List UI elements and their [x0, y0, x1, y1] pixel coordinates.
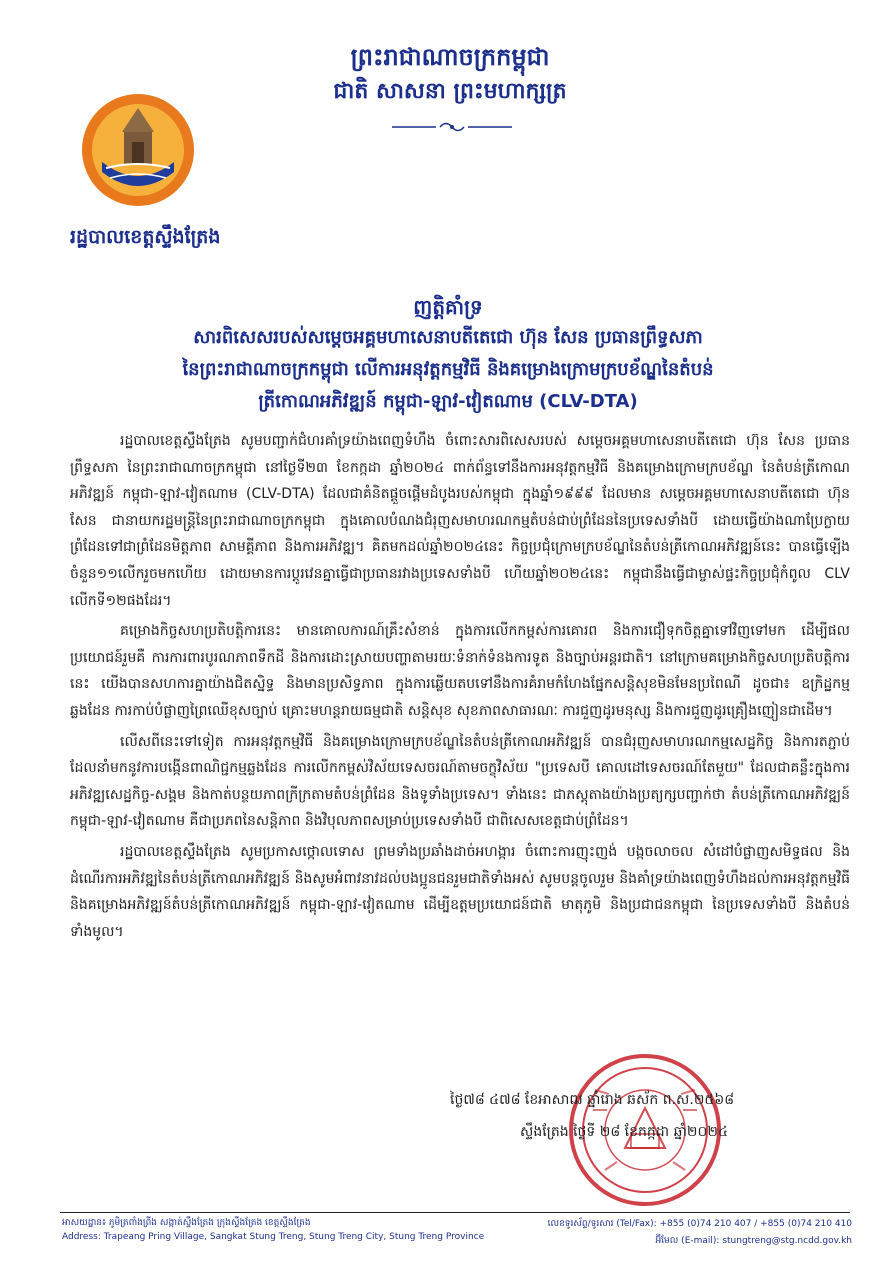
address-english: Address: Trapeang Pring Village, Sangkat Stung Treng, Stung Treng City, Stung Treng Province [62, 1232, 485, 1242]
body-paragraph-2: គម្រោងកិច្ចសហប្រតិបត្តិការនេះ មានគោលការណ៍គ្រឹះសំខាន់ ក្នុងការលើកកម្ពស់ការគោរព និងការជឿទុកចិត្តគ្នាទៅវិញទៅមក ដើម្បីផលប្រយោជន៍រួមគឺ ការការពារបូរណភាពទឹកដី និងការដោះស្រាយបញ្ហាតាមរយៈទំនាក់ទំនងការទូត និងច្បាប់អន្តរជាតិ។ នៅក្រោមគម្រោងកិច្ចសហប្រតិបត្តិការនេះ យើងបានសហការគ្នាយ៉ាងជិតស្និទ្ធ និងមានប្រសិទ្ធភាព ក្នុងការឆ្លើយតបទៅនឹងការគំរាមកំហែងផ្នែកសន្តិសុខមិនមែនប្រពៃណី ដូចជា៖ ឧក្រិដ្ឋកម្មឆ្លងដែន ការកាប់បំផ្លាញព្រៃឈើខុសច្បាប់ គ្រោះមហន្តរាយធម្មជាតិ សន្តិសុខ សុខភាពសាធារណៈ ការជួញដូរមនុស្ស និងការជួញដូរគ្រឿងញៀនជាដើម។ [70, 623, 850, 719]
address-khmer: អាសយដ្ឋាន៖ ភូមិត្រពាំងព្រីង សង្កាត់ស្ទឹងត្រែង ក្រុងស្ទឹងត្រែង ខេត្តស្ទឹងត្រែង [62, 1218, 311, 1228]
lunar-date: ថ្ងៃ៧៨ ៤៧៨ ខែអាសាឍ ឆ្នាំរោង ឆស័ក ព.ស.២៥៦៨ [450, 1092, 735, 1108]
footer-divider [60, 1212, 850, 1213]
title-line-2: សារពិសេសរបស់សម្តេចអគ្គមហាសេនាបតីតេជោ ហ៊ុន សែន ប្រធានព្រឹទ្ធសភា [193, 327, 703, 348]
body-paragraph-4: រដ្ឋបាលខេត្តស្ទឹងត្រែង សូមប្រកាសថ្កោលទោស ព្រមទាំងប្រឆាំងដាច់អហង្ការ ចំពោះការញុះញង់ បង្កចលាចល សំដៅបំផ្លាញសមិទ្ធផល និងដំណើរការអភិវឌ្ឍនៃតំបន់ត្រីកោណអភិវឌ្ឍន៍ និងសូមអំពាវនាវដល់បងប្អូនជនរួមជាតិទាំងអស់ សូមបន្តចូលរួម និងគាំទ្រយ៉ាងពេញទំហឹងដល់ការអនុវត្តកម្មវិធី និងគម្រោងអភិវឌ្ឍន៍តំបន់ត្រីកោណអភិវឌ្ឍន៍ កម្ពុជា-ឡាវ-វៀតណាម ដើម្បីឧត្តមប្រយោជន៍ជាតិ មាតុភូមិ និងប្រជាជនកម្ពុជា នៃប្រទេសទាំងបី និងតំបន់ទាំងមូល។ [70, 843, 850, 940]
kingdom-name: ព្រះរាជាណាចក្រកម្ពុជា [350, 43, 550, 71]
contact-phone: លេខទូរស័ព្ទ/ទូរសារ (Tel/Fax): +855 (0)74 210 407 / +855 (0)74 210 410 [547, 1219, 852, 1229]
document-body [70, 428, 850, 949]
footer-contact [512, 1216, 852, 1250]
title-line-3: នៃព្រះរាជាណាចក្រកម្ពុជា លើការអនុវត្តកម្មវិធី និងគម្រោងក្រោមក្របខ័ណ្ឌនៃតំបន់ [182, 359, 714, 380]
header-ornament-icon [392, 120, 512, 134]
body-paragraph-1: រដ្ឋបាលខេត្តស្ទឹងត្រែង សូមបញ្ជាក់ជំហរគាំទ្រយ៉ាងពេញទំហឹង ចំពោះសារពិសេសរបស់ សម្តេចអគ្គមហាសេនាបតីតេជោ ហ៊ុន សែន ប្រធានព្រឹទ្ធសភា នៃព្រះរាជាណាចក្រកម្ពុជា នៅថ្ងៃទី២៣ ខែកក្កដា ឆ្នាំ២០២៤ ពាក់ព័ន្ធទៅនឹងការអនុវត្តកម្មវិធី និងគម្រោងក្រោមក្របខ័ណ្ឌ នៃតំបន់ត្រីកោណអភិវឌ្ឍន៍ កម្ពុជា-ឡាវ-វៀតណាម (CLV-DTA) ដែលជាគំនិតផ្តួចផ្តើមដំបូងរបស់កម្ពុជា ក្នុងឆ្នាំ១៩៩៩ ដែលមាន សម្តេចអគ្គមហាសេនាបតីតេជោ ហ៊ុន សែន ជានាយករដ្ឋមន្ត្រីនៃព្រះរាជាណាចក្រកម្ពុជា ក្នុងគោលបំណងជំរុញសមាហរណកម្មតំបន់ជាប់ព្រំដែននៃប្រទេសទាំងបី ដោយធ្វើយ៉ាងណាប្រែក្លាយព្រំដែនទៅជាព្រំដែនមិត្តភាព សាមគ្គីភាព និងការអភិវឌ្ឍ។ គិតមកដល់ឆ្នាំ២០២៤នេះ កិច្ចប្រជុំក្រោមក្របខ័ណ្ឌនៃតំបន់ត្រីកោណអភិវឌ្ឍន៍នេះ បានធ្វើឡើងចំនួន១១លើករួចមកហើយ ដោយមានការប្តូរវេនគ្នាធ្វើជាប្រធានរវាងប្រទេសទាំងបី ហើយឆ្នាំ២០២៤នេះ កម្ពុជានឹងធ្វើជាម្ចាស់ផ្ទះកិច្ចប្រជុំកំពូល CLV លើកទី១២ផងដែរ។ [70, 433, 850, 609]
footer-address [62, 1216, 542, 1244]
issuing-authority: រដ្ឋបាលខេត្តស្ទឹងត្រែង [70, 226, 221, 248]
contact-email: អ៊ីមែល (E-mail): stungtreng@stg.ncdd.gov.kh [655, 1236, 852, 1246]
provincial-emblem-icon [78, 90, 198, 210]
document-title [60, 292, 836, 418]
body-paragraph-3: លើសពីនេះទៅទៀត ការអនុវត្តកម្មវិធី និងគម្រោងក្រោមក្របខ័ណ្ឌនៃតំបន់ត្រីកោណអភិវឌ្ឍន៍ បានជំរុញសមាហរណកម្មសេដ្ឋកិច្ច និងការតភ្ជាប់ ដែលនាំមកនូវការបង្កើនពាណិជ្ជកម្មឆ្លងដែន ការលើកកម្ពស់វិស័យទេសចរណ៍តាមចក្ខុវិស័យ "ប្រទេសបី គោលដៅទេសចរណ៍តែមួយ" ដែលជាគន្លឹះក្នុងការអភិវឌ្ឍសេដ្ឋកិច្ច-សង្គម និងកាត់បន្ថយភាពក្រីក្រតាមតំបន់ព្រំដែន និងទូទាំងប្រទេស។ ទាំងនេះ ជាភស្តុតាងយ៉ាងប្រត្យក្សបញ្ជាក់ថា តំបន់ត្រីកោណអភិវឌ្ឍន៍ កម្ពុជា-ឡាវ-វៀតណាម គឺជាប្រភពនៃសន្តិភាព និងវិបុលភាពសម្រាប់ប្រទេសទាំងបី ជាពិសេសខេត្តជាប់ព្រំដែន។ [70, 733, 850, 830]
title-line-4: ត្រីកោណអភិវឌ្ឍន៍ កម្ពុជា-ឡាវ-វៀតណាម (CLV-DTA) [258, 391, 638, 412]
kingdom-header [300, 40, 600, 108]
solar-date: ស្ទឹងត្រែង ថ្ងៃទី ២៨ ខែកក្កដា ឆ្នាំ២០២៤ [520, 1124, 728, 1140]
national-motto: ជាតិ សាសនា ព្រះមហាក្សត្រ [333, 79, 567, 104]
title-line-1: ញត្តិគាំទ្រ [413, 295, 483, 319]
